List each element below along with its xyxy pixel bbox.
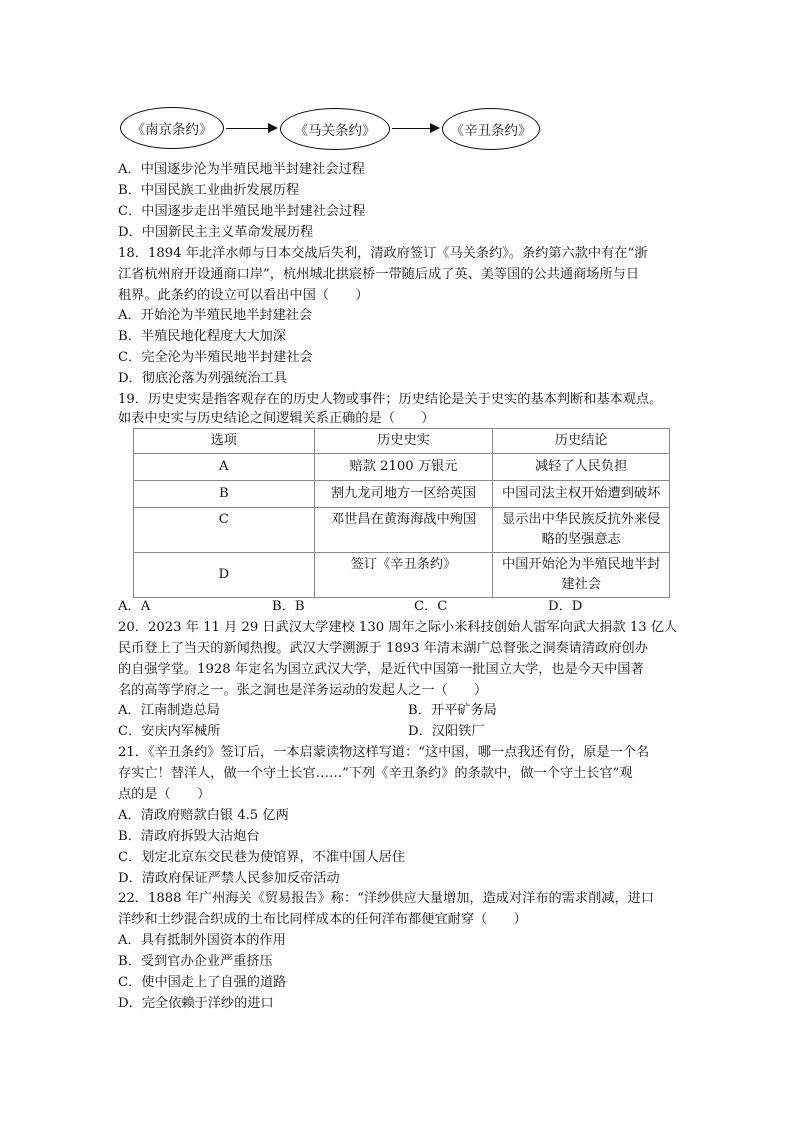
conclusion-line-1: 显示出中华民族反抗外来侵 <box>502 512 661 527</box>
row-option: D <box>134 553 315 598</box>
q19-option-a[interactable]: A．A <box>118 599 151 614</box>
q22-stem-line-1: 22．1888 年广州海关《贸易报告》称：“洋纱供应大量增加，造成对洋布的需求削减，进口 <box>118 891 655 906</box>
q20-stem-line-2: 民币登上了当天的新闻热搜。武汉大学溯源于 1893 年清末湖广总督张之洞奏请清政府创办 <box>118 641 648 656</box>
q19-option-c[interactable]: C．C <box>414 599 448 614</box>
q21-stem-line-1: 21．《辛丑条约》签订后，一本启蒙读物这样写道：“这中国，哪一点我还有份，原是一个名 <box>118 745 650 760</box>
header-option: 选项 <box>134 429 315 454</box>
q20-option-b[interactable]: B．开平矿务局 <box>408 703 497 718</box>
q22-option-c[interactable]: C．使中国走上了自强的道路 <box>118 975 287 990</box>
q18-stem-line-1: 18．1894 年北洋水师与日本交战后失利，清政府签订《马关条约》。条约第六款中有在“浙 <box>118 246 648 261</box>
q17-option-b[interactable]: B．中国民族工业曲折发展历程 <box>118 183 300 198</box>
arrow-right-icon <box>392 128 438 129</box>
q17-option-a[interactable]: A．中国逐步沦为半殖民地半封建社会过程 <box>118 162 365 177</box>
q19-history-table <box>133 428 670 598</box>
conclusion-line-2: 略的坚强意志 <box>541 532 621 547</box>
row-option: A <box>134 454 315 481</box>
q20-options-row-2 <box>118 722 678 742</box>
header-conclusion: 历史结论 <box>493 429 670 454</box>
row-fact: 割九龙司地方一区给英国 <box>314 481 493 508</box>
q21-option-c[interactable]: C．划定北京东交民巷为使馆界，不准中国人居住 <box>118 850 406 865</box>
treaty-maguan-node <box>280 108 390 150</box>
q18-stem-line-3: 租界。此条约的设立可以看出中国（ ） <box>118 288 369 303</box>
conclusion-text: 中国司法主权开始遭到破坏 <box>502 486 661 501</box>
q19-option-d[interactable]: D．D <box>548 599 583 614</box>
q21-stem-line-2: 存实亡！替洋人，做一个守土长官……”下列《辛丑条约》的条款中，做一个守土长官”观 <box>118 766 633 781</box>
treaty-xinchou-node <box>442 108 540 150</box>
q18-stem-line-2: 江省杭州府开设通商口岸”，杭州城北拱宸桥一带随后成了英、美等国的公共通商场所与日 <box>118 267 640 282</box>
q22-option-a[interactable]: A．具有抵制外国资本的作用 <box>118 933 286 948</box>
q22-option-b[interactable]: B．受到官办企业严重挤压 <box>118 954 273 969</box>
q21-stem-line-3: 点的是（ ） <box>118 787 211 802</box>
q21-option-b[interactable]: B．清政府拆毁大沽炮台 <box>118 829 260 844</box>
row-conclusion <box>493 508 670 553</box>
table-row <box>134 454 670 481</box>
q20-option-d[interactable]: D．汉阳铁厂 <box>408 724 485 739</box>
q20-stem-line-4: 名的高等学府之一。张之洞也是洋务运动的发起人之一（ ） <box>118 683 488 698</box>
row-conclusion <box>493 481 670 508</box>
q21-option-d[interactable]: D．清政府保证严禁人民参加反帝活动 <box>118 871 340 886</box>
q18-option-b[interactable]: B．半殖民地化程度大大加深 <box>118 329 286 344</box>
row-conclusion <box>493 454 670 481</box>
q19-option-b[interactable]: B．B <box>272 599 305 614</box>
table-header-row <box>134 429 670 454</box>
row-fact: 邓世昌在黄海海战中殉国 <box>314 508 493 553</box>
arrow-right-icon <box>226 128 276 129</box>
q20-stem-line-1: 20．2023 年 11 月 29 日武汉大学建校 130 周年之际小米科技创始人雷军向武大捐款 13 亿人 <box>118 620 678 635</box>
q20-stem-line-3: 的自强学堂。1928 年定名为国立武汉大学，是近代中国第一批国立大学，也是今天中国著 <box>118 662 644 677</box>
header-fact: 历史史实 <box>314 429 493 454</box>
q20-options-row-1 <box>118 701 678 721</box>
q19-stem-line-2: 如表中史实与历史结论之间逻辑关系正确的是（ ） <box>118 411 435 426</box>
table-row <box>134 508 670 553</box>
table-row <box>134 553 670 598</box>
table-row <box>134 481 670 508</box>
q19-stem-line-1: 19．历史史实是指客观存在的历史人物或事件；历史结论是关于史实的基本判断和基本观点。 <box>118 392 663 407</box>
q18-option-c[interactable]: C．完全沦为半殖民地半封建社会 <box>118 350 313 365</box>
treaty-flow-diagram <box>120 107 540 151</box>
conclusion-line-1: 中国开始沦为半殖民地半封 <box>502 557 661 572</box>
row-fact: 签订《辛丑条约》 <box>314 553 493 598</box>
q20-option-c[interactable]: C．安庆内军械所 <box>118 724 221 739</box>
q22-option-d[interactable]: D．完全依赖于洋纱的进口 <box>118 996 274 1011</box>
row-option: B <box>134 481 315 508</box>
treaty-xinchou-label: 《辛丑条约》 <box>450 123 532 139</box>
q17-option-d[interactable]: D．中国新民主主义革命发展历程 <box>118 225 314 240</box>
q18-option-d[interactable]: D．彻底沦落为列强统治工具 <box>118 371 287 386</box>
conclusion-line-2: 建社会 <box>561 577 601 592</box>
row-fact: 赔款 2100 万银元 <box>314 454 493 481</box>
q17-option-c[interactable]: C．中国逐步走出半殖民地半封建社会过程 <box>118 204 366 219</box>
treaty-nanjing-label: 《南京条约》 <box>131 122 213 138</box>
q18-option-a[interactable]: A．开始沦为半殖民地半封建社会 <box>118 308 313 323</box>
conclusion-text: 减轻了人民负担 <box>535 459 628 474</box>
treaty-nanjing-node <box>120 107 224 149</box>
row-conclusion <box>493 553 670 598</box>
q20-option-a[interactable]: A．江南制造总局 <box>118 703 220 718</box>
row-option: C <box>134 508 315 553</box>
q21-option-a[interactable]: A．清政府赔款白银 4.5 亿两 <box>118 808 289 823</box>
q22-stem-line-2: 洋纱和土纱混合织成的土布比同样成本的任何洋布都便宜耐穿（ ） <box>118 912 527 927</box>
treaty-maguan-label: 《马关条约》 <box>294 123 376 139</box>
q19-options <box>118 597 678 617</box>
